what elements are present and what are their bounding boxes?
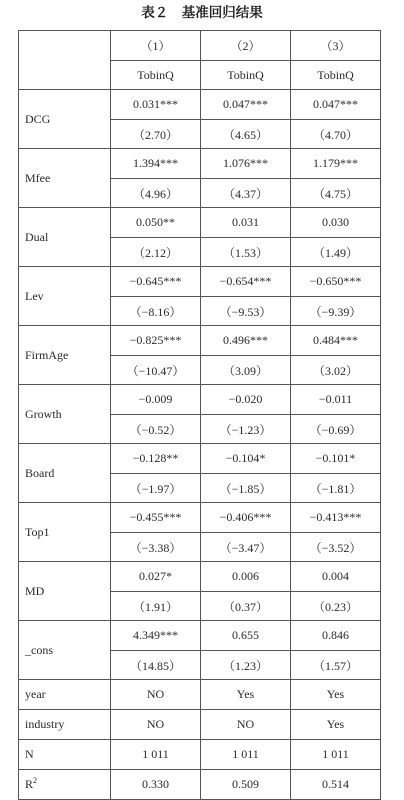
t-stat-cell: （4.65） [201, 120, 291, 149]
coefficient-cell: −0.020 [201, 385, 291, 415]
regression-table [18, 30, 381, 800]
footer-value-cell: Yes [291, 680, 381, 710]
table-row [19, 208, 381, 238]
coefficient-cell: 1.179*** [291, 149, 381, 179]
t-stat-cell: （2.70） [111, 120, 201, 149]
t-stat-cell: （−0.52） [111, 415, 201, 444]
coefficient-cell: 0.050** [111, 208, 201, 238]
coefficient-cell: 0.031*** [111, 90, 201, 120]
t-stat-cell: （−3.52） [291, 533, 381, 562]
variable-label: Top1 [19, 503, 111, 562]
column-header: （1） [111, 31, 201, 61]
coefficient-cell: −0.825*** [111, 326, 201, 356]
variable-label: Board [19, 444, 111, 503]
table-row [19, 770, 381, 800]
t-stat-cell: （0.23） [291, 592, 381, 621]
t-stat-cell: （3.02） [291, 356, 381, 385]
coefficient-cell: 0.655 [201, 621, 291, 651]
table-row [19, 444, 381, 474]
t-stat-cell: （4.75） [291, 179, 381, 208]
t-stat-cell: （1.49） [291, 238, 381, 267]
t-stat-cell: （3.09） [201, 356, 291, 385]
footer-label: $R^2$ [19, 770, 111, 800]
coefficient-cell: 1.394*** [111, 149, 201, 179]
footer-value-cell: NO [111, 710, 201, 740]
variable-label: Mfee [19, 149, 111, 208]
coefficient-cell: −0.128** [111, 444, 201, 474]
table-row [19, 149, 381, 179]
footer-value-cell: 1 011 [111, 740, 201, 770]
t-stat-cell: （−8.16） [111, 297, 201, 326]
coefficient-cell: 0.006 [201, 562, 291, 592]
superscript: 2 [33, 776, 38, 785]
t-stat-cell: （1.23） [201, 651, 291, 680]
coefficient-cell: −0.455*** [111, 503, 201, 533]
column-header: （3） [291, 31, 381, 61]
t-stat-cell: （1.57） [291, 651, 381, 680]
dependent-variable-header: TobinQ [111, 61, 201, 90]
coefficient-cell: 0.027* [111, 562, 201, 592]
footer-value-cell: NO [111, 680, 201, 710]
header-row-columns [19, 31, 381, 61]
coefficient-cell: 0.047*** [291, 90, 381, 120]
header-stub [19, 31, 111, 90]
coefficient-cell: −0.650*** [291, 267, 381, 297]
t-stat-cell: （−1.23） [201, 415, 291, 444]
coefficient-cell: 4.349*** [111, 621, 201, 651]
footer-label: year [19, 680, 111, 710]
coefficient-cell: 1.076*** [201, 149, 291, 179]
footer-value-cell: 0.330 [111, 770, 201, 800]
variable-label: DCG [19, 90, 111, 149]
table-row [19, 710, 381, 740]
footer-value-cell: Yes [291, 710, 381, 740]
t-stat-cell: （4.70） [291, 120, 381, 149]
variable-label: MD [19, 562, 111, 621]
table-row [19, 90, 381, 120]
coefficient-cell: −0.009 [111, 385, 201, 415]
coefficient-cell: −0.406*** [201, 503, 291, 533]
footer-label: industry [19, 710, 111, 740]
footer-value-cell: NO [201, 710, 291, 740]
coefficient-cell: 0.004 [291, 562, 381, 592]
t-stat-cell: （−3.47） [201, 533, 291, 562]
t-stat-cell: （1.53） [201, 238, 291, 267]
table-row [19, 562, 381, 592]
t-stat-cell: （2.12） [111, 238, 201, 267]
footer-value-cell: 0.509 [201, 770, 291, 800]
coefficient-cell: 0.031 [201, 208, 291, 238]
variable-label: Dual [19, 208, 111, 267]
table-title: 表２ 基准回归结果 [141, 5, 263, 21]
column-header: （2） [201, 31, 291, 61]
t-stat-cell: （14.85） [111, 651, 201, 680]
variable-label: _cons [19, 621, 111, 680]
table-row [19, 740, 381, 770]
table-row [19, 326, 381, 356]
coefficient-cell: 0.496*** [201, 326, 291, 356]
coefficient-cell: 0.030 [291, 208, 381, 238]
t-stat-cell: （−0.69） [291, 415, 381, 444]
footer-value-cell: 1 011 [291, 740, 381, 770]
table-row [19, 680, 381, 710]
coefficient-cell: −0.104* [201, 444, 291, 474]
dependent-variable-header: TobinQ [291, 61, 381, 90]
t-stat-cell: （−1.97） [111, 474, 201, 503]
coefficient-cell: −0.654*** [201, 267, 291, 297]
table-row [19, 267, 381, 297]
variable-label: Growth [19, 385, 111, 444]
variable-label: FirmAge [19, 326, 111, 385]
t-stat-cell: （0.37） [201, 592, 291, 621]
variable-label: Lev [19, 267, 111, 326]
t-stat-cell: （−1.81） [291, 474, 381, 503]
t-stat-cell: （4.37） [201, 179, 291, 208]
t-stat-cell: （−3.38） [111, 533, 201, 562]
t-stat-cell: （−10.47） [111, 356, 201, 385]
table-row [19, 503, 381, 533]
t-stat-cell: （−9.53） [201, 297, 291, 326]
dependent-variable-header: TobinQ [201, 61, 291, 90]
footer-value-cell: 0.514 [291, 770, 381, 800]
t-stat-cell: （1.91） [111, 592, 201, 621]
t-stat-cell: （−1.85） [201, 474, 291, 503]
coefficient-cell: −0.101* [291, 444, 381, 474]
coefficient-cell: 0.047*** [201, 90, 291, 120]
table-row [19, 385, 381, 415]
coefficient-cell: −0.645*** [111, 267, 201, 297]
footer-value-cell: 1 011 [201, 740, 291, 770]
footer-value-cell: Yes [201, 680, 291, 710]
coefficient-cell: −0.011 [291, 385, 381, 415]
table-row [19, 621, 381, 651]
coefficient-cell: 0.846 [291, 621, 381, 651]
t-stat-cell: （4.96） [111, 179, 201, 208]
t-stat-cell: （−9.39） [291, 297, 381, 326]
coefficient-cell: 0.484*** [291, 326, 381, 356]
coefficient-cell: −0.413*** [291, 503, 381, 533]
footer-label: N [19, 740, 111, 770]
